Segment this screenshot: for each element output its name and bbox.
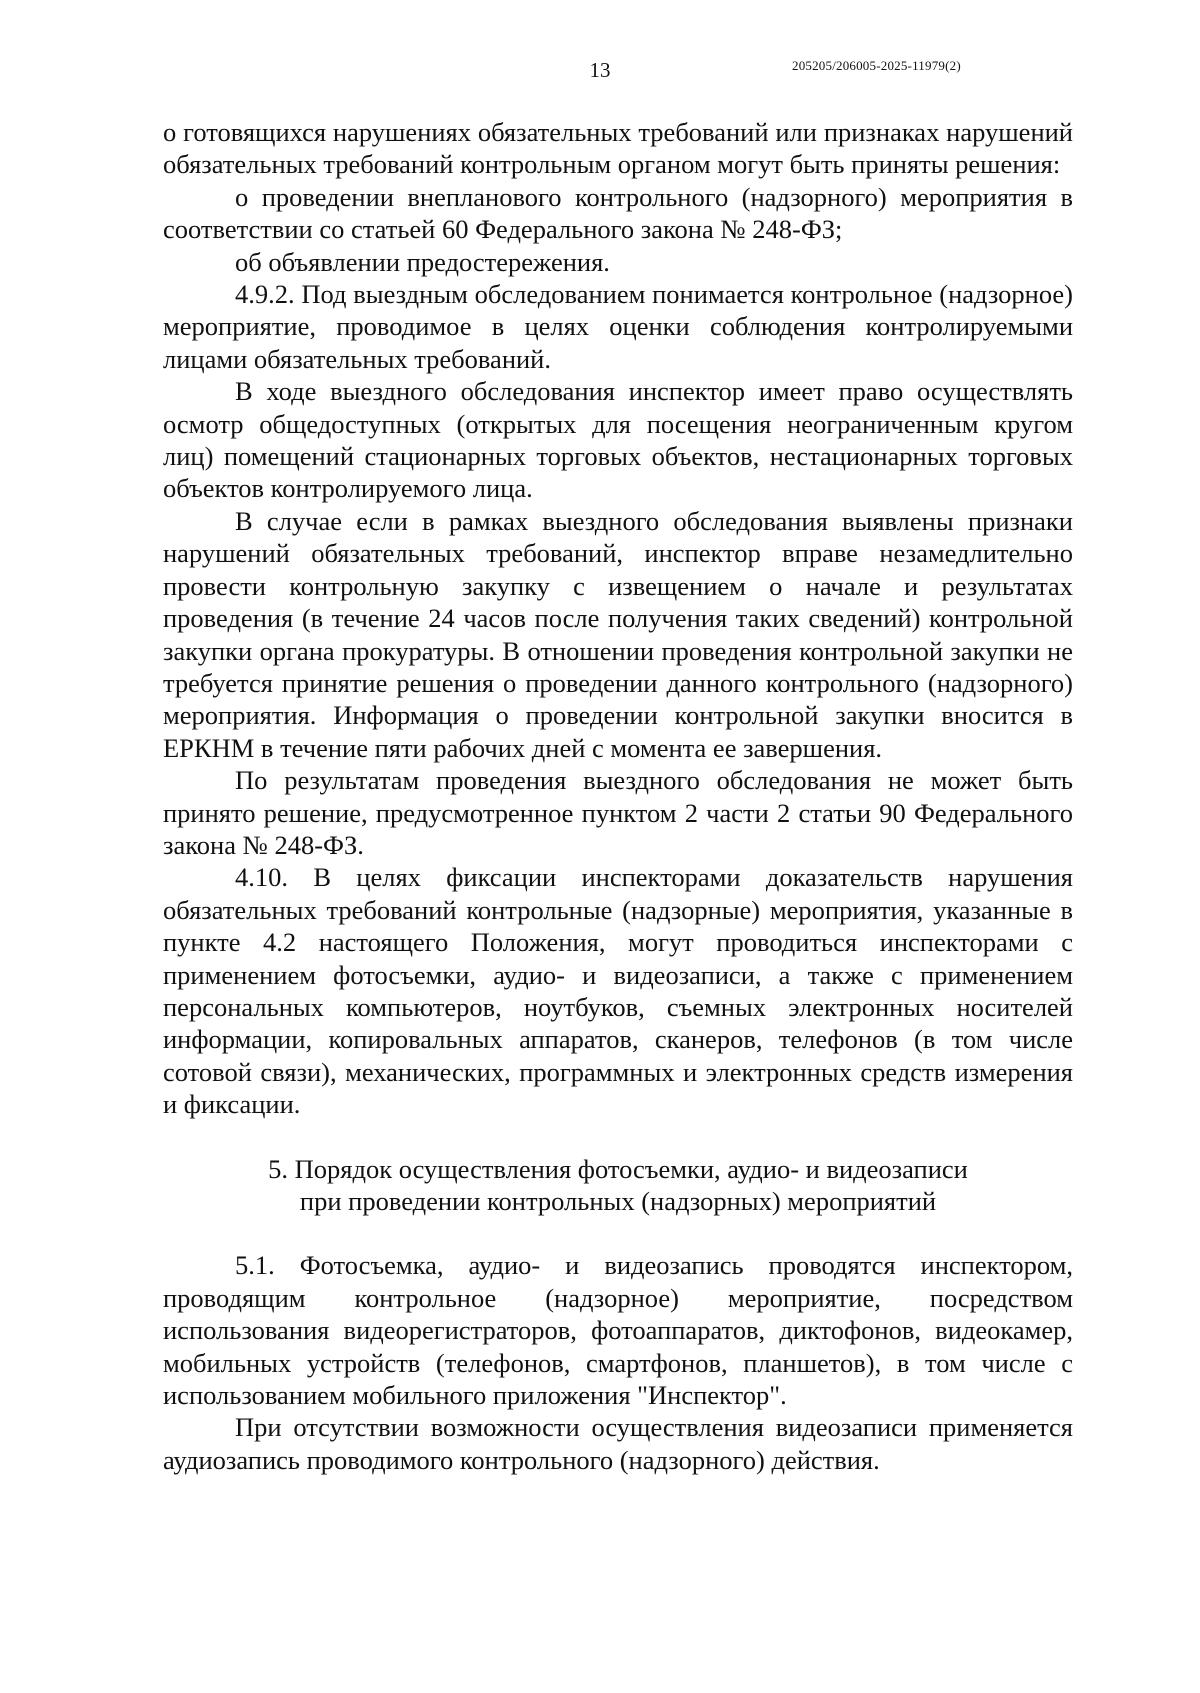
paragraph: При отсутствии возможности осуществления видеозаписи применяется аудиозапись проводимого контрольного (надзорного) действия. (163, 1412, 1073, 1475)
section-heading-line1: 5. Порядок осуществления фотосъемки, аудио- и видеозаписи (268, 1153, 968, 1184)
document-body (163, 116, 1073, 1476)
paragraph: 4.10. В целях фиксации инспекторами доказательств нарушения обязательных требований контрольные (надзорные) мероприятия, указанные в пункте 4.2 настоящего Положения, могут проводиться инспекторами с применением фотосъемки, аудио- и видеозаписи, а также с применением персональных компьютеров, ноутбуков, съемных электронных носителей информации, копировальных аппаратов, сканеров, телефонов (в том числе сотовой связи), механических, программных и электронных средств измерения и фиксации. (163, 862, 1073, 1120)
paragraph: По результатам проведения выездного обследования не может быть принято решение, предусмотренное пунктом 2 части 2 статьи 90 Федерального закона № 248-ФЗ. (163, 765, 1073, 860)
paragraph: 5.1. Фотосъемка, аудио- и видеозапись проводятся инспектором, проводящим контрольное (надзорное) мероприятие, посредством использования видеорегистраторов, фотоаппаратов, диктофонов, видеокамер, мобильных устройств (телефонов, смартфонов, планшетов), в том числе с использованием мобильного приложения "Инспектор". (163, 1250, 1073, 1411)
section-heading (163, 1153, 1073, 1218)
paragraph: о проведении внепланового контрольного (надзорного) мероприятия в соответствии со статьей 60 Федерального закона № 248-ФЗ; (163, 181, 1073, 245)
paragraph: 4.9.2. Под выездным обследованием понимается контрольное (надзорное) мероприятие, проводимое в целях оценки соблюдения контролируемыми лицами обязательных требований. (163, 279, 1073, 374)
section-heading-line2: при проведении контрольных (надзорных) мероприятий (299, 1186, 937, 1216)
paragraph: о готовящихся нарушениях обязательных требований или признаках нарушений обязательных требований контрольным органом могут быть приняты решения: (163, 117, 1073, 180)
document-id: 205205/206005-2025-11979(2) (792, 58, 961, 73)
paragraph: В случае если в рамках выездного обследования выявлены признаки нарушений обязательных требований, инспектор вправе незамедлительно провести контрольную закупку с извещением о начале и результатах проведения (в течение 24 часов после получения таких сведений) контрольной закупки органа прокуратуры. В отношении проведения контрольной закупки не требуется принятие решения о проведении данного контрольного (надзорного) мероприятия. Информация о проведении контрольной закупки вносится в ЕРКНМ в течение пяти рабочих дней с момента ее завершения. (163, 505, 1073, 763)
paragraph: об объявлении предостережения. (235, 246, 610, 277)
page-number: 13 (589, 58, 611, 82)
paragraph: В ходе выездного обследования инспектор имеет право осуществлять осмотр общедоступных (открытых для посещения неограниченным кругом лиц) помещений стационарных торговых объектов, нестационарных торговых объектов контролируемого лица. (163, 376, 1073, 504)
